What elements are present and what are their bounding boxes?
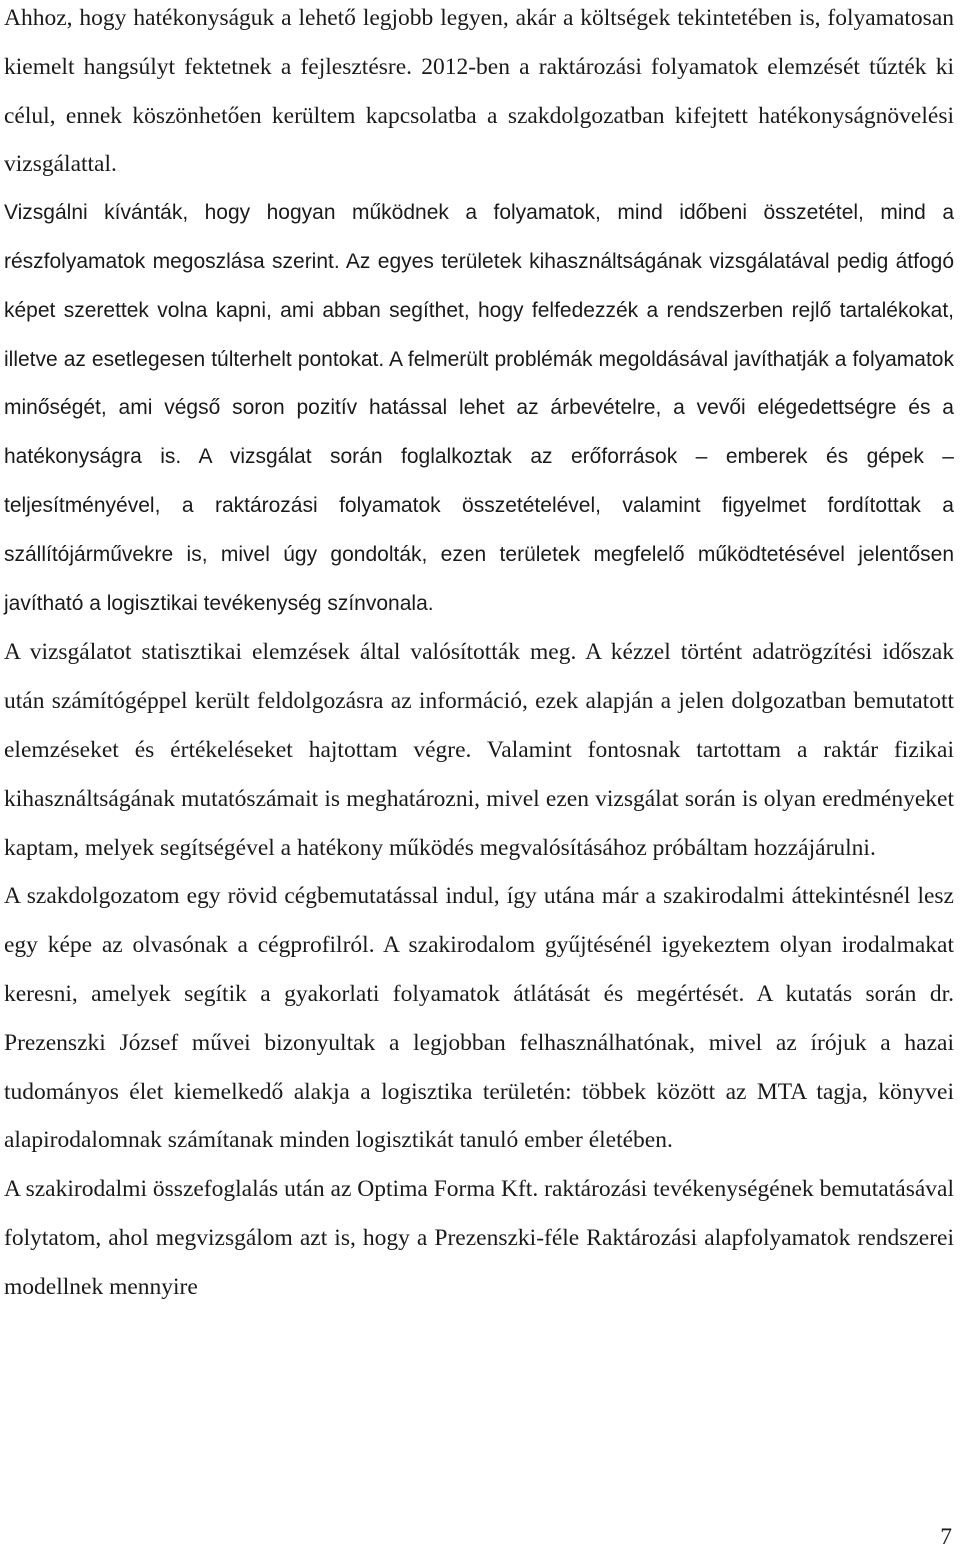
paragraph-5: A szakirodalmi összefoglalás után az Optima Forma Kft. raktározási tevékenységének bemutatásával folytatom, ahol megvizsgálom azt is, hogy a Prezenszki-féle Raktározási alapfolyamatok rendszerei modellnek mennyire	[4, 1176, 954, 1300]
page-number: 7	[940, 1524, 952, 1550]
paragraph-4: A szakdolgozatom egy rövid cégbemutatással indul, így utána már a szakirodalmi áttekintésnél lesz egy képe az olvasónak a cégprofilról. A szakirodalom gyűjtésénél igyekeztem olyan irodalmakat keresni, amelyek segítik a gyakorlati folyamatok átlátását és megértését. A kutatás során dr. Prezenszki József művei bizonyultak a legjobban felhasználhatónak, mivel az írójuk a hazai tudományos élet kiemelkedő alakja a logisztika területén: többek között az MTA tagja, könyvei alapirodalomnak számítanak minden logisztikát tanuló ember életében.	[4, 883, 954, 1154]
paragraph-3: A vizsgálatot statisztikai elemzések által valósították meg. A kézzel történt adatrögzítési időszak után számítógéppel került feldolgozásra az információ, ezek alapján a jelen dolgozatban bemutatott elemzéseket és értékeléseket hajtottam végre. Valamint fontosnak tartottam a raktár fizikai kihasználtságának mutatószámait is meghatározni, mivel ezen vizsgálat során is olyan eredményeket kaptam, melyek segítségével a hatékony működés megvalósításához próbáltam hozzájárulni.	[4, 639, 954, 861]
body-text	[4, 0, 954, 1312]
paragraph-2: Vizsgálni kívánták, hogy hogyan működnek a folyamatok, mind időbeni összetétel, mind a részfolyamatok megoszlása szerint. Az egyes területek kihasználtságának vizsgálatával pedig átfogó képet szerettek volna kapni, ami abban segíthet, hogy felfedezzék a rendszerben rejlő tartalékokat, illetve az esetlegesen túlterhelt pontokat. A felmerült problémák megoldásával javíthatják a folyamatok minőségét, ami végső soron pozitív hatással lehet az árbevételre, a vevői elégedettségre és a hatékonyságra is. A vizsgálat során foglalkoztak az erőforrások – emberek és gépek – teljesítményével, a raktározási folyamatok összetételével, valamint figyelmet fordítottak a szállítójárművekre is, mivel úgy gondolták, ezen területek megfelelő működtetésével jelentősen javítható a logisztikai tevékenység színvonala.	[4, 201, 954, 615]
paragraph-1: Ahhoz, hogy hatékonyságuk a lehető legjobb legyen, akár a költségek tekintetében is, folyamatosan kiemelt hangsúlyt fektetnek a fejlesztésre. 2012-ben a raktározási folyamatok elemzését tűzték ki célul, ennek köszönhetően kerültem kapcsolatba a szakdolgozatban kifejtett hatékonyságnövelési vizsgálattal.	[4, 5, 954, 178]
